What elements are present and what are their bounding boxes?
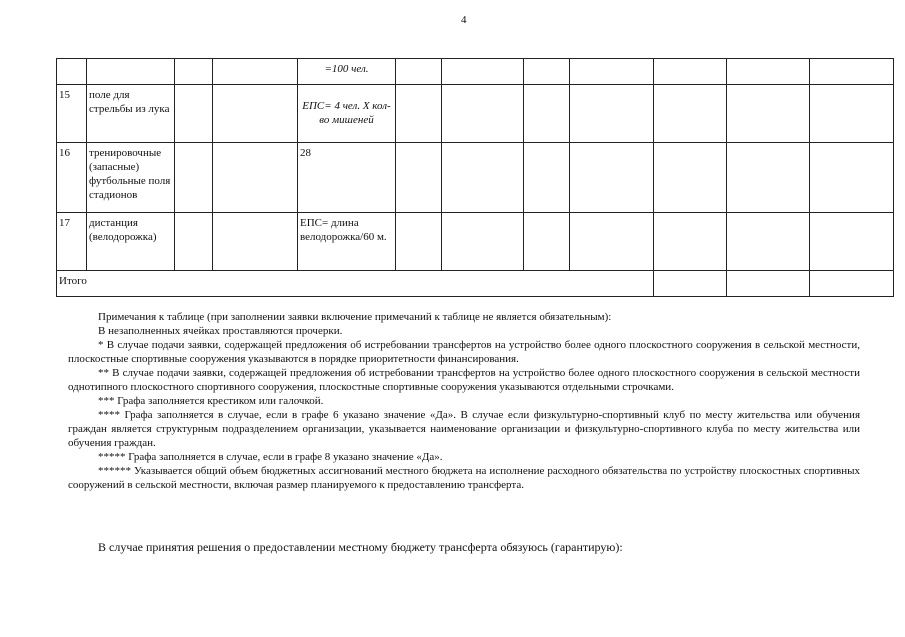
page-number: 4: [461, 14, 467, 26]
capacity-formula: ЕПС= длина велодорожка/60 м.: [298, 213, 396, 271]
note-item: ***** Графа заполняется в случае, если в графе 8 указано значение «Да».: [98, 451, 443, 463]
note-item: *** Графа заполняется крестиком или галочкой.: [98, 395, 324, 407]
table-row: [57, 85, 894, 143]
facility-name: поле для стрельбы из лука: [87, 85, 175, 143]
table-row: [57, 59, 894, 85]
row-number: 15: [57, 85, 87, 143]
row-number: 17: [57, 213, 87, 271]
total-label: Итого: [57, 271, 654, 297]
guarantee-statement: В случае принятия решения о предоставлении местному бюджету трансферта обязуюсь (гарантирую):: [98, 540, 623, 554]
note-item: ** В случае подачи заявки, содержащей предложения об истребовании трансфертов на устройство более одного плоскостного сооружения в сельской местности однотипного плоскостного спортивного сооружения, плоскостные спортивные сооружения указываются отдельными строчками.: [68, 367, 860, 393]
capacity-formula: ЕПС= 4 чел. X кол-во мишеней: [298, 85, 396, 143]
note-item: В незаполненных ячейках проставляются прочерки.: [98, 325, 343, 337]
facility-name: [87, 59, 175, 85]
capacity-formula: 28: [298, 143, 396, 213]
total-row: [57, 271, 894, 297]
facilities-table: [56, 58, 894, 297]
table-row: [57, 213, 894, 271]
capacity-formula: =100 чел.: [298, 59, 396, 85]
facility-name: дистанция (велодорожка): [87, 213, 175, 271]
note-item: * В случае подачи заявки, содержащей предложения об истребовании трансфертов на устройство более одного плоскостного сооружения в сельской местности, плоскостные спортивные сооружения указываются в порядке приоритетности финансирования.: [68, 339, 860, 365]
note-item: **** Графа заполняется в случае, если в графе 6 указано значение «Да». В случае если физкультурно-спортивный клуб по месту жительства или обучения граждан является структурным подразделением организации, указывается наименование организации и физкультурно-спортивного клуба по месту жительства или обучения граждан.: [68, 409, 860, 449]
note-item: ****** Указывается общий объем бюджетных ассигнований местного бюджета на исполнение расходного обязательства по устройству плоскостных спортивных сооружений в сельской местности, включая размер планируемого к предоставлению трансферта.: [68, 465, 860, 491]
facility-name: тренировочные (запасные) футбольные поля стадионов: [87, 143, 175, 213]
notes-heading: Примечания к таблице (при заполнении заявки включение примечаний к таблице не является обязательным):: [98, 311, 612, 323]
row-number: 16: [57, 143, 87, 213]
table-row: [57, 143, 894, 213]
table-notes: [68, 310, 860, 492]
row-number: [57, 59, 87, 85]
